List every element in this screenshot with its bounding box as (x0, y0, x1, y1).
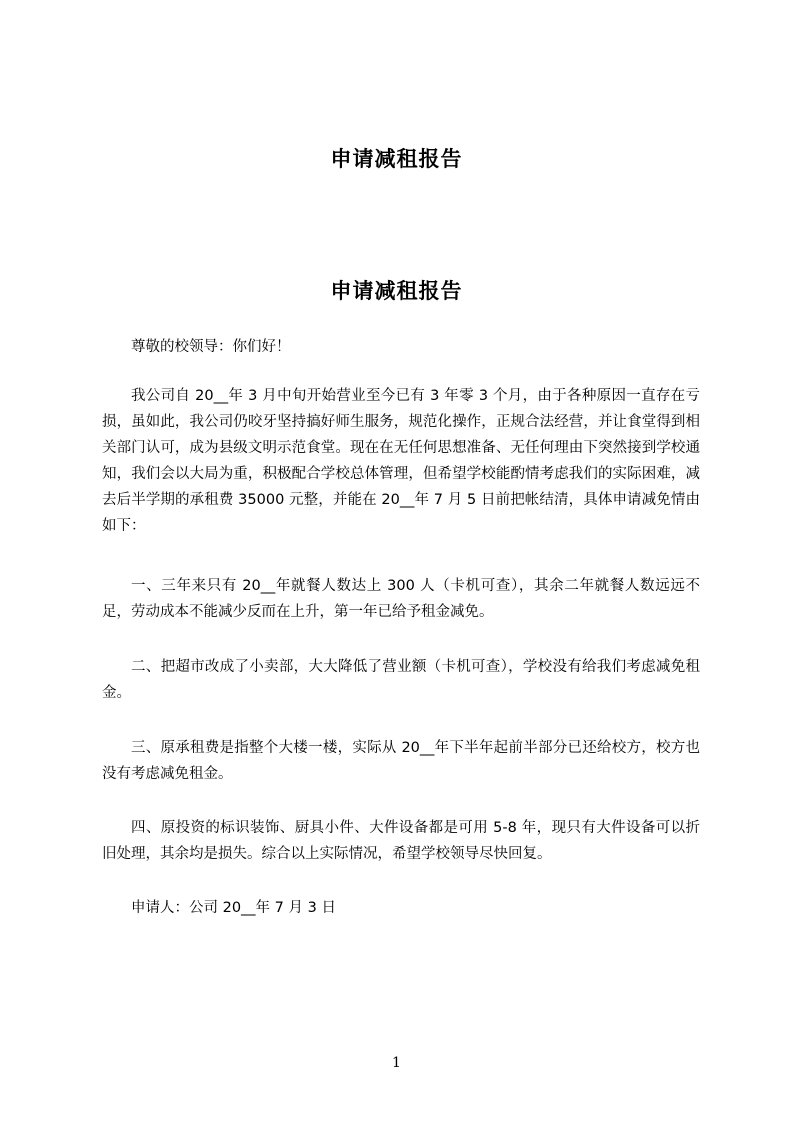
reason-item-2: 二、把超市改成了小卖部，大大降低了营业额（卡机可查），学校没有给我们考虑减免租金。 (102, 659, 700, 701)
greeting-paragraph: 尊敬的校领导：你们好！ (131, 339, 291, 355)
reason-item-3: 三、原承租费是指整个大楼一楼，实际从 20__年下半年起前半部分已还给校方，校方也没有考虑减免租金。 (102, 740, 700, 782)
page-number: 1 (392, 1055, 401, 1071)
reason-item-4: 四、原投资的标识装饰、厨具小件、大件设备都是可用 5-8 年，现只有大件设备可以折旧处理，其余均是损失。综合以上实际情况，希望学校领导尽快回复。 (102, 820, 700, 862)
report-title: 申请减租报告 (330, 279, 463, 303)
document-title: 申请减租报告 (330, 147, 463, 171)
reason-item-1: 一、三年来只有 20__年就餐人数达上 300 人（卡机可查），其余二年就餐人数远远不足，劳动成本不能减少反而在上升，第一年已给予租金减免。 (102, 578, 700, 620)
intro-paragraph: 我公司自 20__年 3 月中旬开始营业至今已有 3 年零 3 个月，由于各种原因一直存在亏损，虽如此，我公司仍咬牙坚持搞好师生服务，规范化操作，正规合法经营，并让食堂得到相关部门认可，成为县级文明示范食堂。现在在无任何思想准备、无任何理由下突然接到学校通知，我们会以大局为重，积极配合学校总体管理，但希望学校能酌情考虑我们的实际困难，减去后半学期的承租费 35000 元整，并能在 20__年 7 月 5 日前把帐结清，具体申请减免情由如下： (102, 388, 700, 534)
signature-line: 申请人：公司 20__年 7 月 3 日 (131, 900, 336, 916)
